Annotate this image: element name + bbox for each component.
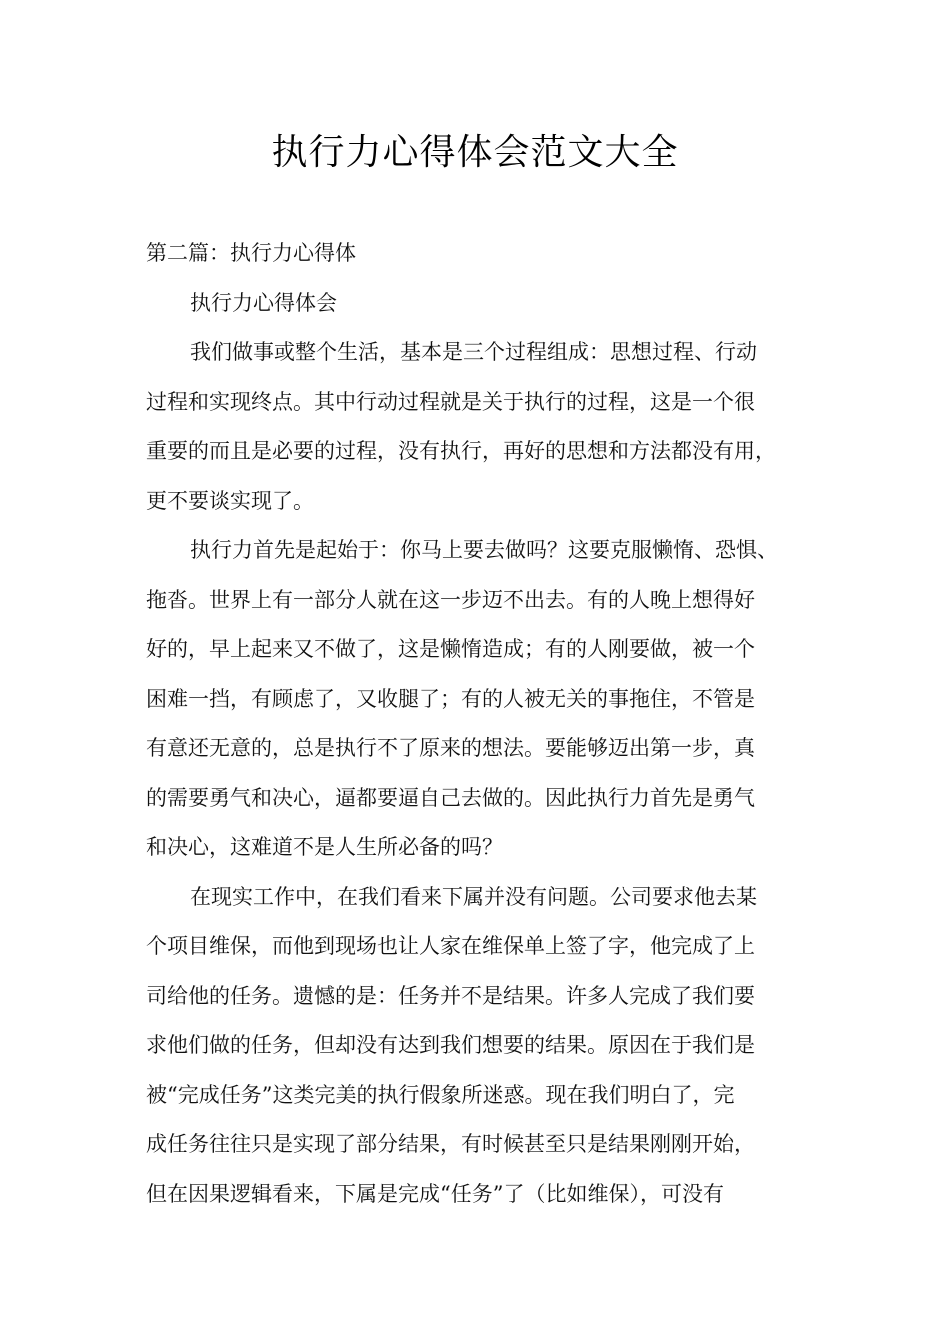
paragraph-line: 执行力首先是起始于：你马上要去做吗？这要克服懒惰、恐惧、 [190,538,778,562]
subheading-text: 执行力心得体会 [190,290,337,315]
paragraph-line: 好的，早上起来又不做了，这是懒惰造成；有的人刚要做，被一个 [146,637,755,661]
paragraph-3 [146,873,826,1220]
paragraph-2 [146,526,826,873]
paragraph-line: 拖沓。世界上有一部分人就在这一步迈不出去。有的人晚上想得好 [146,587,755,612]
paragraph-1 [146,328,826,526]
paragraph-line: 重要的而且是必要的过程，没有执行，再好的思想和方法都没有用， [146,439,776,463]
subheading [146,279,826,329]
paragraph-line: 但在因果逻辑看来，下属是完成“任务”了（比如维保），可没有 [146,1181,724,1206]
document-title: 执行力心得体会范文大全 [271,132,679,173]
paragraph-line: 过程和实现终点。其中行动过程就是关于执行的过程，这是一个很 [146,389,755,414]
paragraph-line: 个项目维保，而他到现场也让人家在维保单上签了字，他完成了上 [146,934,755,958]
document-body [146,229,826,1219]
paragraph-line: 更不要谈实现了。 [146,488,314,513]
paragraph-line: 成任务往往只是实现了部分结果，有时候甚至只是结果刚刚开始， [146,1132,755,1156]
paragraph-line: 被“完成任务”这类完美的执行假象所迷惑。现在我们明白了，完 [146,1082,735,1107]
paragraph-line: 和决心，这难道不是人生所必备的吗？ [146,835,503,859]
paragraph-line: 在现实工作中，在我们看来下属并没有问题。公司要求他去某 [190,884,757,909]
paragraph-line: 困难一挡，有顾虑了，又收腿了；有的人被无关的事拖住，不管是 [146,686,755,711]
paragraph-line: 司给他的任务。遗憾的是：任务并不是结果。许多人完成了我们要 [146,983,755,1008]
paragraph-line: 的需要勇气和决心，逼都要逼自己去做的。因此执行力首先是勇气 [146,785,755,810]
paragraph-line: 求他们做的任务，但却没有达到我们想要的结果。原因在于我们是 [146,1033,755,1057]
paragraph-line: 有意还无意的，总是执行不了原来的想法。要能够迈出第一步，真 [146,736,755,760]
section-heading-text: 第二篇：执行力心得体 [146,241,356,265]
paragraph-line: 我们做事或整个生活，基本是三个过程组成：思想过程、行动 [190,340,757,364]
section-heading [146,229,826,279]
